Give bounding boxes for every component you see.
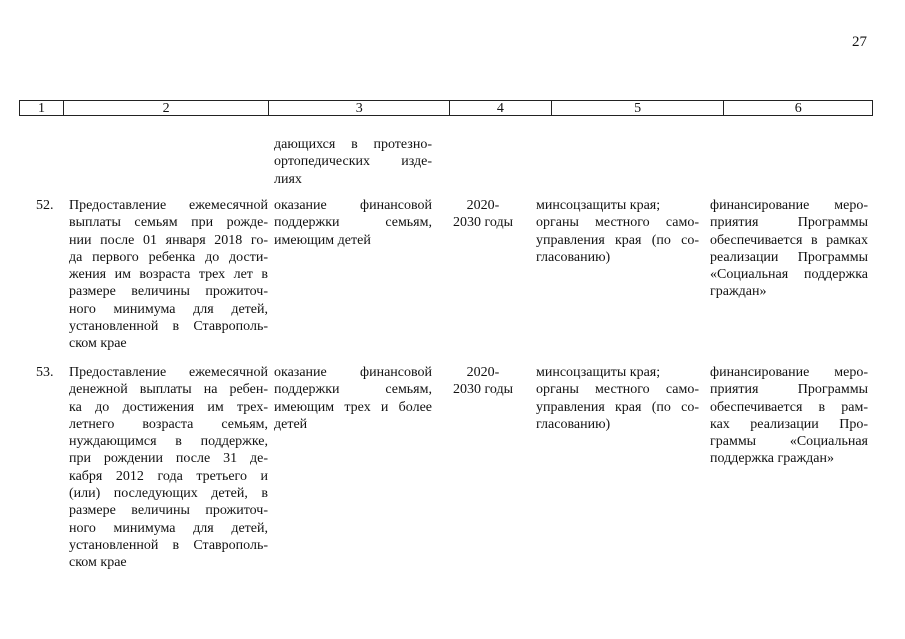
text-line: имеющим детей <box>274 232 371 248</box>
text-line: установленной в Ставрополь- <box>69 537 268 553</box>
text-line: ках реализации Про- <box>710 416 868 432</box>
table-header-row <box>19 100 873 116</box>
row-measure <box>274 364 432 433</box>
row-number: 52. <box>36 198 54 213</box>
text-line: 2020- <box>466 365 500 380</box>
text-line: граждан» <box>710 284 767 300</box>
page-number: 27 <box>852 34 867 50</box>
text-line: оказание финансовой <box>274 198 432 213</box>
text-line: поддержки семьям, <box>274 382 432 398</box>
text-line: органы местного само- <box>536 215 699 231</box>
text-line: ка до достижения им трех- <box>69 399 268 415</box>
text-line: кабря 2012 года третьего и <box>69 468 268 484</box>
text-line: ском крае <box>69 555 127 571</box>
row-financing <box>710 364 868 468</box>
header-col-1: 1 <box>20 101 64 115</box>
header-col-3: 3 <box>269 101 450 115</box>
text-line: «Социальная поддержка <box>710 267 868 283</box>
text-line: дающихся в протезно- <box>274 137 432 152</box>
text-line: обеспечивается в рамках <box>710 232 868 248</box>
text-line: денежной выплаты на ребен- <box>69 382 268 398</box>
header-col-6: 6 <box>794 101 802 116</box>
text-line: выплаты семьям при рожде- <box>69 215 268 231</box>
text-line: Предоставление ежемесячной <box>69 365 268 380</box>
text-line: финансирование меро- <box>710 365 868 380</box>
row-description <box>69 197 268 353</box>
text-line: жения им возраста трех лет в <box>69 267 268 283</box>
text-line: управления края (по со- <box>536 399 699 415</box>
row-executors <box>536 364 699 433</box>
text-line: летнего возраста семьям, <box>69 416 268 432</box>
text-line: 2020- <box>466 198 500 213</box>
text-line: органы местного само- <box>536 382 699 398</box>
row-financing <box>710 197 868 301</box>
text-line: обеспечивается в рам- <box>710 399 868 415</box>
row-description <box>69 364 268 572</box>
text-line: размере величины прожиточ- <box>69 284 268 300</box>
text-line: минсоцзащиты края; <box>536 365 661 380</box>
text-line: имеющим трех и более <box>274 399 432 415</box>
text-line: ного минимума для детей, <box>69 520 268 536</box>
header-col-2: 2 <box>64 101 270 115</box>
text-line: при рождении после 31 де- <box>69 451 268 467</box>
text-line: приятия Программы <box>710 382 868 398</box>
text-line: реализации Программы <box>710 249 868 265</box>
text-line: нуждающимся в поддержке, <box>69 434 268 450</box>
text-line: финансирование меро- <box>710 198 868 213</box>
row-executors <box>536 197 699 266</box>
text-line: установленной в Ставрополь- <box>69 319 268 335</box>
text-line: размере величины прожиточ- <box>69 503 268 519</box>
text-line: (или) последующих детей, в <box>69 486 268 502</box>
text-line: поддержка граждан» <box>710 451 834 467</box>
text-line: гласованию) <box>536 416 611 432</box>
row-period <box>437 197 529 232</box>
text-line: 2030 годы <box>452 382 514 398</box>
header-col-5: 5 <box>552 101 725 115</box>
text-line: оказание финансовой <box>274 365 432 380</box>
text-line: Предоставление ежемесячной <box>69 198 268 213</box>
text-line: да первого ребенка до дости- <box>69 249 268 265</box>
text-line: гласованию) <box>536 249 611 265</box>
text-line: нии после 01 января 2018 го- <box>69 232 268 248</box>
text-line: управления края (по со- <box>536 232 699 248</box>
text-line: ортопедических изде- <box>274 154 432 170</box>
row-measure <box>274 197 432 249</box>
row-number: 53. <box>36 365 54 380</box>
text-line: 2030 годы <box>452 215 514 231</box>
text-line: ного минимума для детей, <box>69 301 268 317</box>
text-line: ском крае <box>69 336 127 352</box>
continuation-col3 <box>274 136 432 188</box>
text-line: приятия Программы <box>710 215 868 231</box>
text-line: поддержки семьям, <box>274 215 432 231</box>
row-period <box>437 364 529 399</box>
text-line: граммы «Социальная <box>710 434 868 450</box>
text-line: минсоцзащиты края; <box>536 198 661 213</box>
text-line: лиях <box>274 171 302 187</box>
text-line: детей <box>274 416 308 432</box>
header-col-4: 4 <box>450 101 552 115</box>
